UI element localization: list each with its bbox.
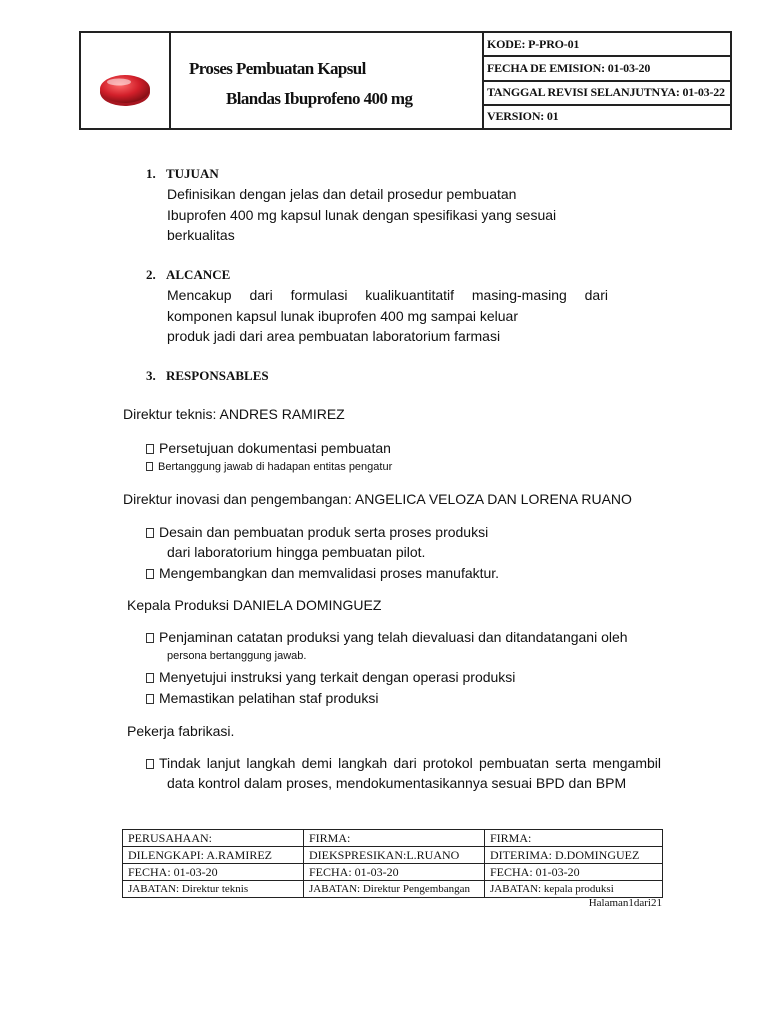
list-item-continuation: dari laboratorium hingga pembuatan pilot. — [167, 544, 426, 560]
section-number: 1. — [146, 166, 156, 181]
table-cell: JABATAN: Direktur teknis — [123, 881, 304, 898]
role-worker: Pekerja fabrikasi. — [127, 723, 235, 739]
section-heading-tujuan — [146, 166, 219, 182]
checkbox-icon — [146, 694, 154, 704]
section-title: RESPONSABLES — [166, 368, 269, 383]
section-heading-responsables — [146, 368, 269, 384]
paragraph-line: komponen kapsul lunak ibuprofen 400 mg sampai keluar — [167, 307, 518, 324]
table-cell: FECHA: 01-03-20 — [123, 864, 304, 881]
list-item: Memastikan pelatihan staf produksi — [146, 690, 378, 706]
list-item: Persetujuan dokumentasi pembuatan — [146, 440, 391, 456]
paragraph-line: Ibuprofen 400 mg kapsul lunak dengan spesifikasi yang sesuai — [167, 206, 557, 223]
table-cell: FECHA: 01-03-20 — [304, 864, 485, 881]
table-cell: FECHA: 01-03-20 — [485, 864, 663, 881]
table-cell: DIEKSPRESIKAN:L.RUANO — [304, 847, 485, 864]
document-version: VERSION: 01 — [487, 109, 559, 124]
paragraph-line: Mencakup dari formulasi kualikuantitatif masing-masing dari — [167, 287, 608, 303]
signature-table — [122, 829, 663, 898]
document-title — [171, 33, 484, 128]
document-code: KODE: P-PRO-01 — [484, 33, 730, 57]
section-title: ALCANCE — [166, 267, 231, 282]
document-header — [79, 31, 732, 130]
capsule-logo-icon — [99, 73, 151, 107]
section-title: TUJUAN — [166, 166, 219, 181]
table-cell: FIRMA: — [304, 830, 485, 847]
list-item-continuation: persona bertanggung jawab. — [167, 650, 307, 662]
section-heading-alcance — [146, 267, 230, 283]
table-row — [123, 830, 663, 847]
role-innovation-director: Direktur inovasi dan pengembangan: ANGELICA VELOZA DAN LORENA RUANO — [123, 491, 632, 507]
list-item: Penjaminan catatan produksi yang telah dievaluasi dan ditandatangani oleh — [146, 629, 628, 645]
checkbox-icon — [146, 673, 154, 683]
document-info — [484, 33, 730, 128]
table-row — [123, 864, 663, 881]
checkbox-icon — [146, 528, 154, 538]
list-item: Menyetujui instruksi yang terkait dengan operasi produksi — [146, 669, 515, 685]
role-technical-director: Direktur teknis: ANDRES RAMIREZ — [123, 406, 345, 422]
checkbox-icon — [146, 462, 153, 471]
title-line-1: Proses Pembuatan Kapsul — [189, 59, 366, 78]
list-item: Mengembangkan dan memvalidasi proses manufaktur. — [146, 565, 499, 581]
paragraph-line: produk jadi dari area pembuatan laboratorium farmasi — [167, 328, 501, 344]
table-cell: DILENGKAPI: A.RAMIREZ — [123, 847, 304, 864]
logo-cell — [81, 33, 171, 128]
checkbox-icon — [146, 759, 154, 769]
list-item: Bertanggung jawab di hadapan entitas pengatur — [146, 461, 392, 473]
alcance-paragraph — [167, 285, 608, 347]
title-line-2: Blandas Ibuprofeno 400 mg — [226, 89, 413, 108]
section-number: 3. — [146, 368, 156, 383]
checkbox-icon — [146, 444, 154, 454]
section-number: 2. — [146, 267, 156, 282]
table-cell: JABATAN: kepala produksi — [485, 881, 663, 898]
table-cell: FIRMA: — [485, 830, 663, 847]
table-cell: JABATAN: Direktur Pengembangan — [304, 881, 485, 898]
paragraph-line: berkualitas — [167, 227, 235, 243]
tujuan-paragraph — [167, 184, 608, 246]
table-row — [123, 847, 663, 864]
checkbox-icon — [146, 569, 154, 579]
role-production-head: Kepala Produksi DANIELA DOMINGUEZ — [127, 597, 382, 613]
next-revision-date: TANGGAL REVISI SELANJUTNYA: 01-03-22 — [484, 82, 730, 106]
issue-date: FECHA DE EMISION: 01-03-20 — [484, 57, 730, 81]
table-row — [123, 881, 663, 898]
list-item-continuation: data kontrol dalam proses, mendokumentasikannya sesuai BPD dan BPM — [167, 775, 627, 791]
checkbox-icon — [146, 633, 154, 643]
paragraph-line: Definisikan dengan jelas dan detail prosedur pembuatan — [167, 186, 517, 202]
table-cell: DITERIMA: D.DOMINGUEZ — [485, 847, 663, 864]
page-number: Halaman1dari21 — [588, 897, 662, 909]
table-cell: PERUSAHAAN: — [123, 830, 304, 847]
list-item: Tindak lanjut langkah demi langkah dari protokol pembuatan serta mengambil — [146, 755, 661, 771]
list-item: Desain dan pembuatan produk serta proses produksi — [146, 524, 488, 540]
